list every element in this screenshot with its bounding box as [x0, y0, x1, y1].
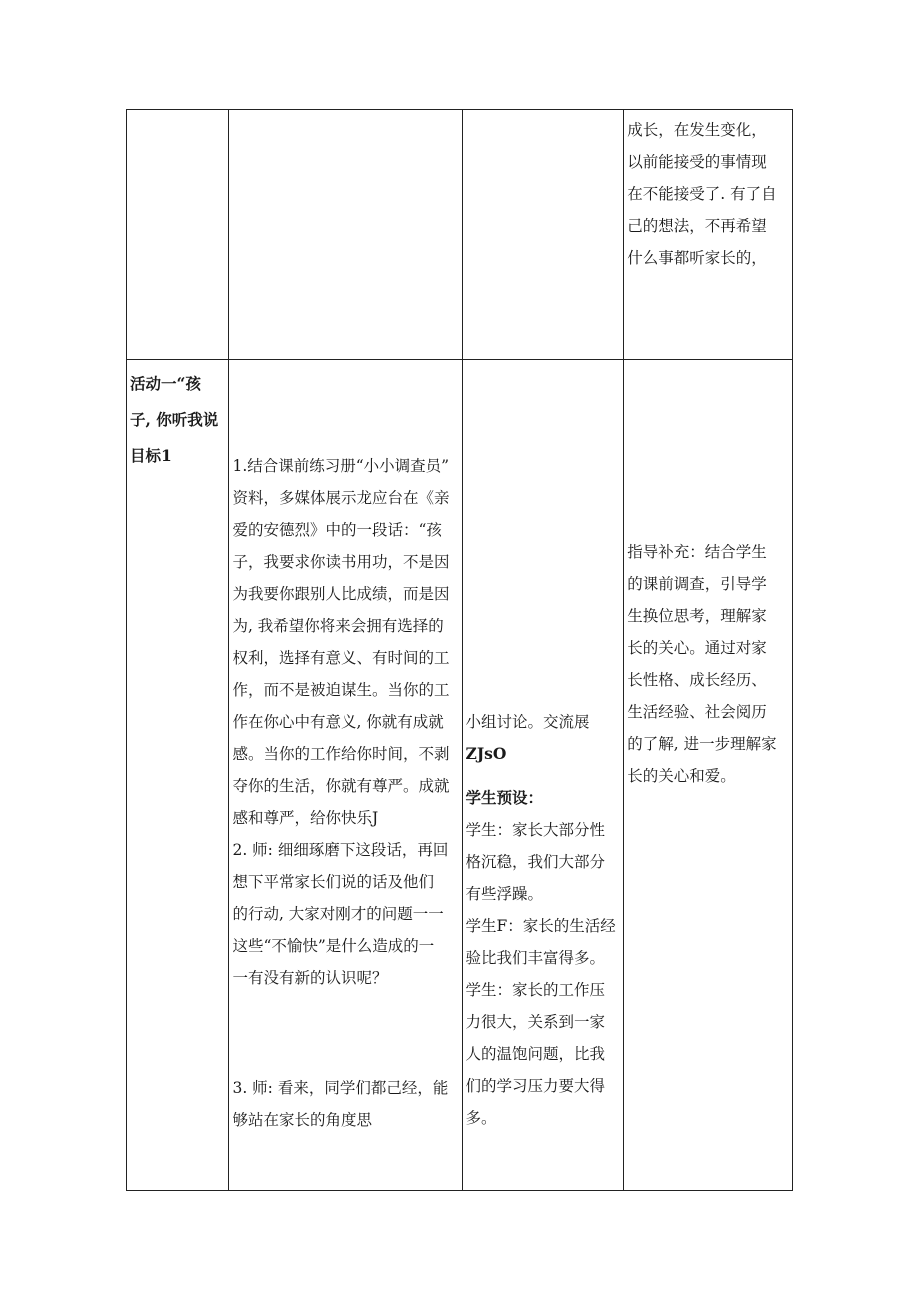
design-intent-cell	[624, 360, 793, 1191]
text-line: 学生：家长大部分性	[465, 821, 606, 839]
text-line: 权利，选择有意义、有时间的工	[232, 649, 450, 667]
text-line: 资料，多媒体展示龙应台在《亲	[232, 489, 450, 507]
row1-col2	[229, 110, 462, 360]
text-line: 感和尊严，给你快乐J	[232, 809, 379, 827]
text-line: 子，我要求你读书用功，不是因	[232, 553, 450, 571]
text-line: 生活经验、社会阅历	[627, 703, 767, 721]
text-line: 想下平常家长们说的话及他们	[232, 873, 434, 891]
text-line: 力很大，关系到一家	[465, 1013, 606, 1031]
text-line: 1.结合课前练习册“小小调查员”	[232, 457, 450, 475]
activity-title-line: 子, 你听我说	[130, 410, 219, 429]
activity-title-line: 活动一“孩	[130, 374, 201, 393]
activity-goal: 目标1	[130, 446, 172, 465]
text-line: 格沉稳，我们大部分	[465, 853, 606, 871]
table-row	[127, 110, 793, 360]
text-line: 感。当你的工作给你时间，不剥	[232, 745, 450, 763]
text-line: 3. 师: 看来，同学们都己经，能	[232, 1079, 449, 1097]
text-line: 作在你心中有意义, 你就有成就	[232, 713, 444, 731]
text-line: 什么事都听家长的，	[627, 249, 767, 267]
text-line: 小组讨论。交流展	[465, 713, 590, 731]
text-line: 这些“不愉快”是什么造成的一	[232, 937, 435, 955]
row1-col3	[462, 110, 624, 360]
text-line: 有些浮躁。	[465, 885, 544, 903]
text-line: 学生：家长的工作压	[465, 981, 606, 999]
text-line: 长的关心和爱。	[627, 767, 736, 785]
text-line: 一有没有新的认识呢？	[232, 969, 388, 987]
student-preset-title: 学生预设：	[465, 788, 544, 807]
text-line: 够站在家长的角度思	[232, 1111, 372, 1129]
text-line: 长性格、成长经历、	[627, 671, 767, 689]
text-line: 们的学习压力要大得	[465, 1077, 606, 1095]
text-line: 为, 我希望你将来会拥有选择的	[232, 617, 444, 635]
activity-cell	[127, 360, 229, 1191]
text-line: 多。	[465, 1109, 497, 1127]
text-line: 成长，在发生变化，	[627, 121, 767, 139]
table-row	[127, 360, 793, 1191]
text-line: 2. 师: 细细琢磨下这段话，再回	[232, 841, 449, 859]
lesson-plan-table	[126, 109, 793, 1191]
text-line: ZJsO	[465, 744, 507, 763]
text-line: 以前能接受的事情现	[627, 153, 767, 171]
text-line: 人的温饱问题，比我	[465, 1045, 606, 1063]
text-line: 夺你的生活，你就有尊严。成就	[232, 777, 450, 795]
text-line: 指导补充：结合学生	[627, 543, 767, 561]
row1-col1	[127, 110, 229, 360]
teacher-activity-cell	[229, 360, 462, 1191]
student-activity-cell	[462, 360, 624, 1191]
text-line: 的了解, 进一步理解家	[627, 735, 777, 753]
text-line: 在不能接受了. 有了自	[627, 185, 777, 203]
text-line: 作，而不是被迫谋生。当你的工	[232, 681, 450, 699]
text-line: 学生F：家长的生活经	[465, 917, 616, 935]
text-line: 己的想法，不再希望	[627, 217, 767, 235]
text-line: 爱的安德烈》中的一段话：“孩	[232, 521, 442, 539]
text-line: 为我要你跟别人比成绩，而是因	[232, 585, 450, 603]
row1-col4	[624, 110, 793, 360]
text-line: 验比我们丰富得多。	[465, 949, 606, 967]
text-line: 的课前调查，引导学	[627, 575, 767, 593]
text-line: 的行动, 大家对刚才的问题一一	[232, 905, 444, 923]
text-line: 长的关心。通过对家	[627, 639, 767, 657]
text-line: 生换位思考，理解家	[627, 607, 767, 625]
